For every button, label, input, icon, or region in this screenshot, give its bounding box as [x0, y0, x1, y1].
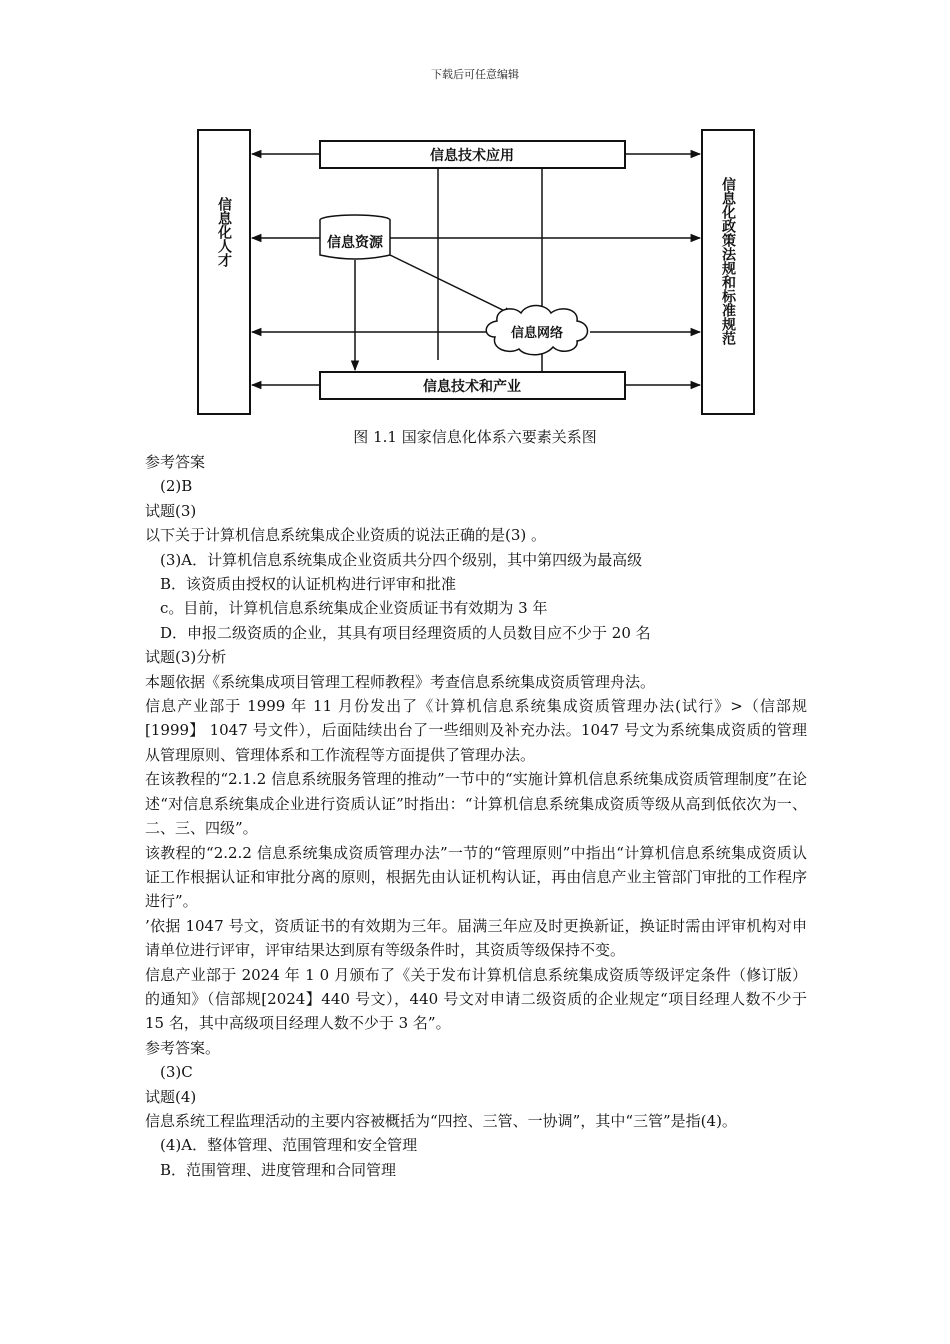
paragraph: 信息系统工程监理活动的主要内容被概括为“四控、三管、一协调”，其中“三管”是指(4)。	[145, 1111, 737, 1130]
paragraph: (3)A．计算机信息系统集成企业资质共分四个级别，其中第四级为最高级	[160, 550, 643, 569]
network-label: 信息网络	[510, 326, 564, 341]
diagram-svg	[195, 127, 757, 419]
policy-label: 信息化政策法规和标准规范	[720, 177, 736, 345]
resource-label: 信息资源	[327, 235, 383, 251]
paragraph: 该教程的“2.2.2 信息系统集成资质管理办法”一节的“管理原则”中指出“计算机信息系统集成资质认证工作根据认证和审批分离的原则，根据先由认证机构认证，再由信息产业主管部门审批的工作程序进行”。	[145, 843, 807, 911]
paragraph: 在该教程的“2.1.2 信息系统服务管理的推动”一节中的“实施计算机信息系统集成资质管理制度”在论述“对信息系统集成企业进行资质认证”时指出：“计算机信息系统集成资质等级从高到低依次为一、二、三、四级”。	[145, 770, 807, 838]
paragraph: 试题(4)	[145, 1087, 197, 1106]
paragraph: c。目前，计算机信息系统集成企业资质证书有效期为 3 年	[160, 599, 548, 618]
paragraph: 参考答案。	[145, 1038, 221, 1057]
paragraph: 试题(3)	[145, 501, 197, 520]
paragraph: 以下关于计算机信息系统集成企业资质的说法正确的是(3) 。	[145, 526, 547, 545]
paragraph: (3)C	[160, 1063, 193, 1082]
it-industry-label: 信息技术和产业	[423, 379, 521, 395]
talent-label: 信息化人才	[216, 197, 232, 267]
paragraph: ’依据 1047 号文，资质证书的有效期为三年。届满三年应及时更换新证，换证时需由评审机构对申请单位进行评审，评审结果达到原有等级条件时，其资质等级保持不变。	[145, 916, 807, 960]
paragraph: 信息产业部于 2024 年 1 0 月颁布了《关于发布计算机信息系统集成资质等级评定条件（修订版）的通知》（信部规[2024】440 号文），440 号文对申请二级资质的企业规定“项目经理人数不少于 15 名，其中高级项目经理人数不少于 3 名”。	[145, 965, 807, 1033]
paragraph: 本题依据《系统集成项目管理工程师教程》考查信息系统集成资质管理舟法。	[145, 672, 656, 691]
paragraph: 试题(3)分析	[145, 648, 227, 667]
paragraph: (4)A．整体管理、范围管理和安全管理	[160, 1136, 418, 1155]
informatization-diagram	[195, 127, 757, 419]
page-header: 下载后可任意编辑	[431, 68, 519, 81]
paragraph: (2)B	[160, 477, 193, 496]
talent-box	[198, 130, 250, 414]
paragraph: B．该资质由授权的认证机构进行评审和批准	[160, 575, 457, 594]
it-application-label: 信息技术应用	[430, 148, 514, 164]
paragraph: D．申报二级资质的企业，其具有项目经理资质的人员数目应不少于 20 名	[160, 623, 651, 642]
paragraph: 参考答案	[145, 453, 206, 471]
paragraph: 信息产业部于 1999 年 11 月份发出了《计算机信息系统集成资质管理办法(试行》>（信部规[1999】 1047 号文件），后面陆续出台了一些细则及补充办法。1047 号文为系统集成资质的管理从管理原则、管理体系和工作流程等方面提供了管理办法。	[145, 697, 807, 764]
figure-caption: 图 1.1 国家信息化体系六要素关系图	[353, 428, 597, 446]
paragraph: B．范围管理、进度管理和合同管理	[160, 1160, 397, 1179]
document-body	[145, 450, 807, 1182]
